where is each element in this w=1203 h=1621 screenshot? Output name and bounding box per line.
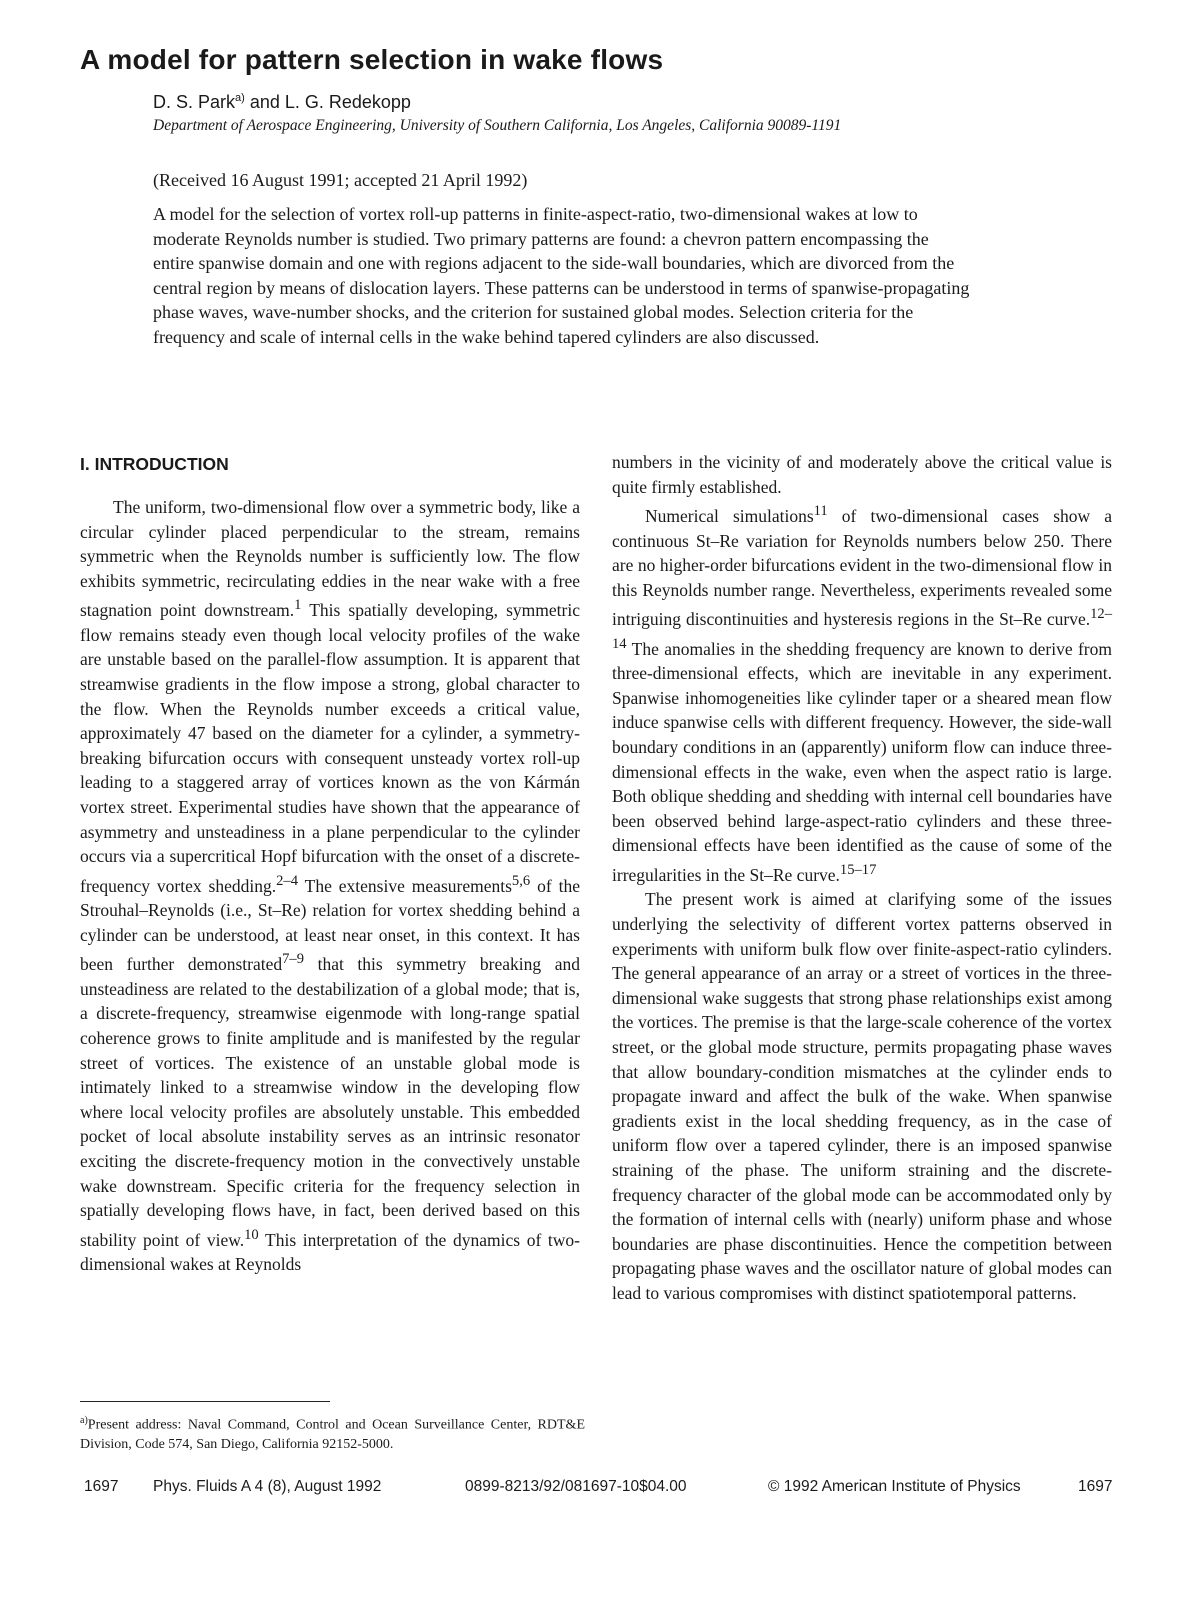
text-run: This interpretation of the dynamics of two-dimensional wakes at Reynolds bbox=[80, 1229, 580, 1275]
citation: 7–9 bbox=[282, 951, 304, 968]
intro-paragraph-1 bbox=[80, 495, 580, 1277]
abstract: A model for the selection of vortex roll-up patterns in finite-aspect-ratio, two-dimensional wakes at low to moderate Reynolds number is studied. Two primary patterns are found: a chevron pattern encompassing the entire spanwise domain and one with regions adjacent to the side-wall boundaries, which are divorced from the central region by means of dislocation layers. These patterns can be understood in terms of spanwise-propagating phase waves, wave-number shocks, and the criterion for sustained global modes. Selection criteria for the frequency and scale of internal cells in the wake behind tapered cylinders are also discussed. bbox=[153, 204, 970, 347]
intro-paragraph-1-continued: numbers in the vicinity of and moderately above the critical value is quite firmly established. bbox=[612, 452, 1112, 497]
citation: 11 bbox=[813, 503, 828, 520]
intro-paragraph-2 bbox=[612, 499, 1112, 887]
citation: 1 bbox=[294, 597, 302, 614]
received-dates: (Received 16 August 1991; accepted 21 April 1992) bbox=[153, 170, 528, 190]
text-run: This spatially developing, symmetric flow remains steady even though local velocity profiles of the wake are unstable based on the parallel-flow assumption. It is apparent that streamwise gradients in the flow impose a strong, global character to the flow. When the Reynolds number exceeds a critical value, approximately 47 based on the diameter for a cylinder, a symmetry-breaking bifurcation occurs with consequent unsteady vortex roll-up leading to a staggered array of vortices known as the von Kármán vortex street. Experimental studies have shown that the appearance of asymmetry and unsteadiness in a plane perpendicular to the cylinder occurs via a supercritical Hopf bifurcation with the onset of a discrete-frequency vortex shedding. bbox=[80, 600, 580, 896]
footnote-rule bbox=[80, 1401, 330, 1402]
author-name-2: and L. G. Redekopp bbox=[244, 92, 411, 112]
text-run: The extensive measurements bbox=[298, 875, 512, 896]
citation: 12–14 bbox=[612, 606, 1112, 652]
text-run: The anomalies in the shedding frequency are known to derive from three-dimensional effects, which are inevitable in any experiment. Spanwise inhomogeneities like cylinder taper or a sheared mean flow induce spanwise cells with different frequency. However, the side-wall boundary conditions in an (apparently) uniform flow can induce three-dimensional effects in the wake, even when the aspect ratio is large. Both oblique shedding and shedding with internal cell boundaries have been observed behind large-aspect-ratio cylinders and these three-dimensional effects have been identified as the cause of some of the irregularities in the St–Re curve. bbox=[612, 638, 1112, 885]
paper-title: A model for pattern selection in wake flows bbox=[80, 44, 664, 75]
page-footer bbox=[0, 1478, 1203, 1502]
article-code: 0899-8213/92/081697-10$04.00 bbox=[465, 1478, 687, 1495]
text-run: The uniform, two-dimensional flow over a symmetric body, like a circular cylinder placed perpendicular to the stream, remains symmetric when the Reynolds number is sufficiently low. The flow exhibits symmetric, recirculating eddies in the near wake with a free stagnation point downstream. bbox=[80, 497, 580, 621]
text-run: of the Strouhal–Reynolds (i.e., St–Re) relation for vortex shedding behind a cylinder can be understood, at least near onset, in this context. It has been further demonstrated bbox=[80, 875, 580, 975]
author-affiliation-marker: a) bbox=[235, 92, 245, 104]
footnote-text: Present address: Naval Command, Control and Ocean Surveillance Center, RDT&E Division, Code 574, San Diego, California 92152-5000. bbox=[80, 1417, 585, 1452]
text-run: of two-dimensional cases show a continuous St–Re variation for Reynolds numbers below 250. There are no higher-order bifurcations evident in the two-dimensional flow in this Reynolds number range. Nevertheless, experiments revealed some intriguing discontinuities and hysteresis regions in the St–Re curve. bbox=[612, 506, 1112, 630]
footnote bbox=[80, 1411, 585, 1454]
copyright: © 1992 American Institute of Physics bbox=[768, 1478, 1021, 1495]
text-run: Numerical simulations bbox=[645, 506, 814, 527]
journal-citation: Phys. Fluids A 4 (8), August 1992 bbox=[153, 1478, 382, 1495]
citation: 2–4 bbox=[276, 872, 298, 889]
citation: 5,6 bbox=[511, 872, 531, 889]
authors bbox=[153, 92, 411, 113]
author-name-1: D. S. Park bbox=[153, 92, 236, 112]
citation: 15–17 bbox=[839, 861, 877, 878]
citation: 10 bbox=[244, 1226, 259, 1243]
text-run: that this symmetry breaking and unsteadiness are related to the destabilization of a global mode; that is, a discrete-frequency, streamwise eigenmode with long-range spatial coherence grows to finite amplitude and is manifested by the regular street of vortices. The existence of an unstable global mode is intimately linked to a streamwise window in the developing flow where local velocity profiles are absolutely unstable. This embedded pocket of local absolute instability serves as an intrinsic resonator exciting the discrete-frequency motion in the convectively unstable wake downstream. Specific criteria for the frequency selection in spatially developing flows have, in fact, been derived based on this stability point of view. bbox=[80, 954, 580, 1250]
right-column bbox=[612, 450, 1112, 1306]
page-number-right: 1697 bbox=[1078, 1478, 1113, 1495]
section-heading: I. INTRODUCTION bbox=[80, 454, 229, 474]
intro-paragraph-3: The present work is aimed at clarifying some of the issues underlying the selectivity of different vortex patterns observed in experiments with uniform bulk flow over finite-aspect-ratio cylinders. The general appearance of an array or a street of vortices in the three-dimensional wake suggests that strong phase relationships exist among the vortices. The premise is that the large-scale coherence of the vortex street, or the global mode structure, permits propagating phase waves that allow boundary-condition mismatches at the cylinder ends to propagate inward and affect the bulk of the wake. When spanwise gradients exist in the local shedding frequency, as in the case of uniform flow over a tapered cylinder, there is an imposed spanwise straining of the phase. The uniform straining and the discrete-frequency character of the global mode can be accommodated only by the formation of internal cells with (nearly) uniform phase and whose boundaries are phase discontinuities. Hence the competition between propagating phase waves and the oscillator nature of global modes can lead to various compromises with distinct spatiotemporal patterns. bbox=[612, 889, 1112, 1303]
page-number-left: 1697 bbox=[84, 1478, 119, 1495]
footnote-marker: a) bbox=[80, 1415, 88, 1426]
left-column bbox=[80, 495, 580, 1277]
affiliation: Department of Aerospace Engineering, University of Southern California, Los Angeles, California 90089-1191 bbox=[153, 117, 842, 134]
